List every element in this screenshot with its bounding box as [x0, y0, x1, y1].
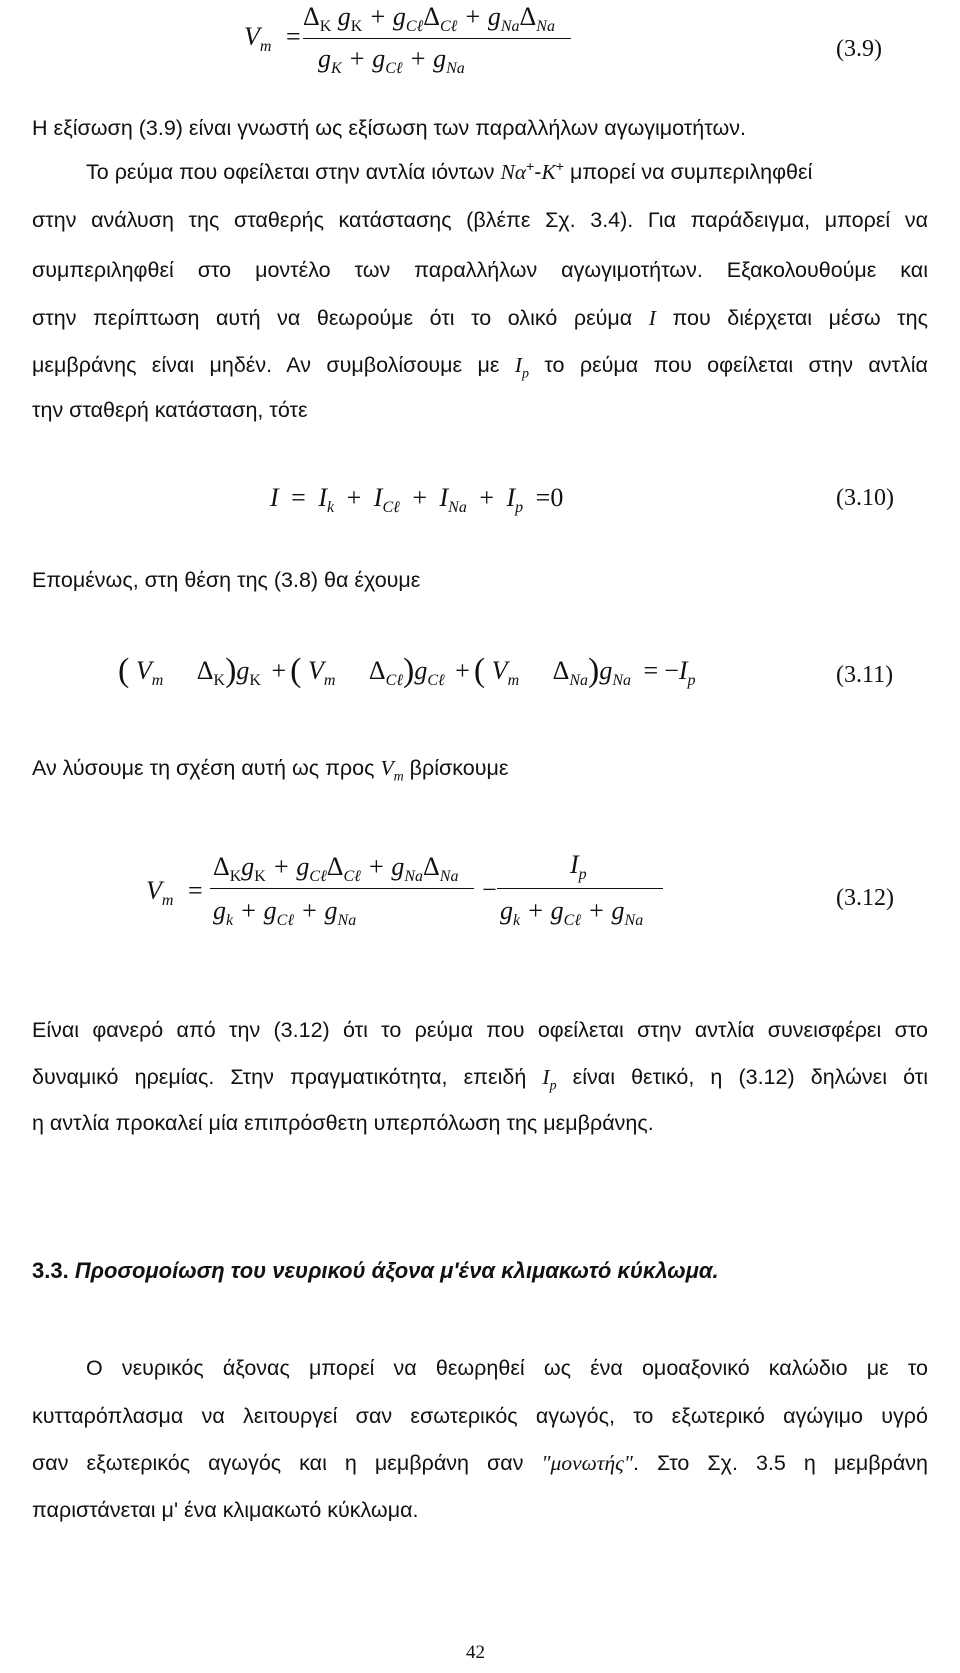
p2-line-1: Επομένως, στη θέση της (3.8) θα έχουμε	[32, 568, 421, 592]
p4-line-3: η αντλία προκαλεί μία επιπρόσθετη υπερπόλωση της μεμβράνης.	[32, 1111, 654, 1135]
eq-3-12-fraction-bar-1	[210, 888, 474, 889]
eq-3-10-body: $I = I_k + I_{C\ell} + I_{Na} + I_p =0$	[270, 483, 564, 516]
eq-3-12-minus: −	[482, 875, 497, 904]
p1-line-1: Η εξίσωση (3.9) είναι γνωστή ως εξίσωση των παραλλήλων αγωγιμοτήτων.	[32, 116, 746, 140]
eq-3-10-number: (3.10)	[836, 485, 894, 511]
p5-line-4: παριστάνεται μ' ένα κλιμακωτό κύκλωμα.	[32, 1498, 419, 1522]
eq-3-9-denominator: $g_K + g_{C\ell} + g_{Na}$	[318, 44, 465, 77]
eq-3-12-numerator-2: $I_p$	[570, 850, 587, 883]
p5-line-1: Ο νευρικός άξονας μπορεί να θεωρηθεί ως ένα ομοαξονικό καλώδιο με το	[86, 1356, 928, 1380]
eq-3-9-fraction-bar	[303, 38, 571, 39]
eq-3-12-number: (3.12)	[836, 885, 894, 911]
eq-3-12-denominator-2: $g_k + g_{C\ell} + g_{Na}$	[500, 896, 644, 929]
eq-3-9-numerator: $\Delta_K$ $g_K + g_{C\ell}\Delta_{C\ell} + g_{Na}\Delta_{Na}$	[303, 2, 555, 35]
p1-line-3: στην ανάλυση της σταθερής κατάστασης (βλέπε Σχ. 3.4). Για παράδειγμα, μπορεί να	[32, 208, 928, 232]
p1-line-6: μεμβράνης είναι μηδέν. Αν συμβολίσουμε με $I_p$ το ρεύμα που οφείλεται στην αντλία	[32, 353, 928, 382]
eq-3-11-body: ( $V_m$ $\Delta_K)g_K$ + ( $V_m$ $\Delta_{C\ell})g_{C\ell}$ + ( $V_m$ $\Delta_{Na})g_{Na} = -I_p$	[118, 652, 696, 689]
p5-line-3: σαν εξωτερικός αγωγός και η μεμβράνη σαν "μονωτής". Στο Σχ. 3.5 η μεμβράνη	[32, 1451, 928, 1475]
section-title: Προσομοίωση του νευρικού άξονα μ'ένα κλιμακωτό κύκλωμα.	[74, 1258, 719, 1283]
eq-3-12-lhs: $V_m$ =	[146, 876, 203, 909]
p3-line-1: Αν λύσουμε τη σχέση αυτή ως προς $V_m$ βρίσκουμε	[32, 756, 509, 785]
eq-3-12-denominator-1: $g_k + g_{C\ell} + g_{Na}$	[213, 896, 357, 929]
section-number: 3.3.	[32, 1258, 69, 1283]
p5-line-2: κυτταρόπλασμα να λειτουργεί σαν εσωτερικός αγωγός, το εξωτερικό αγώγιμο υγρό	[32, 1404, 928, 1428]
p4-line-2: δυναμικό ηρεμίας. Στην πραγματικότητα, επειδή $I_p$ είναι θετικό, η (3.12) δηλώνει ότι	[32, 1065, 929, 1094]
p1-line-4: συμπεριληφθεί στο μοντέλο των παραλλήλων αγωγιμοτήτων. Εξακολουθούμε και	[32, 258, 928, 282]
eq-3-12-fraction-bar-2	[497, 888, 663, 889]
p1-line-2: Το ρεύμα που οφείλεται στην αντλία ιόντων Nα+-K+ μπορεί να συμπεριληφθεί	[86, 158, 813, 185]
eq-3-12-numerator-1: $\Delta_Kg_K + g_{C\ell}\Delta_{C\ell} + g_{Na}\Delta_{Na}$	[213, 852, 459, 885]
eq-3-9-number: (3.9)	[836, 36, 882, 62]
section-heading	[32, 1258, 719, 1284]
page-number: 42	[466, 1642, 485, 1663]
p4-line-1: Είναι φανερό από την (3.12) ότι το ρεύμα που οφείλεται στην αντλία συνεισφέρει στο	[32, 1018, 928, 1042]
p1-line-7: την σταθερή κατάσταση, τότε	[32, 398, 308, 422]
eq-3-11-number: (3.11)	[836, 662, 894, 688]
p1-line-5: στην περίπτωση αυτή να θεωρούμε ότι το ολικό ρεύμα I που διέρχεται μέσω της	[32, 306, 928, 330]
eq-3-9-lhs: $V_m$ =	[244, 22, 301, 55]
